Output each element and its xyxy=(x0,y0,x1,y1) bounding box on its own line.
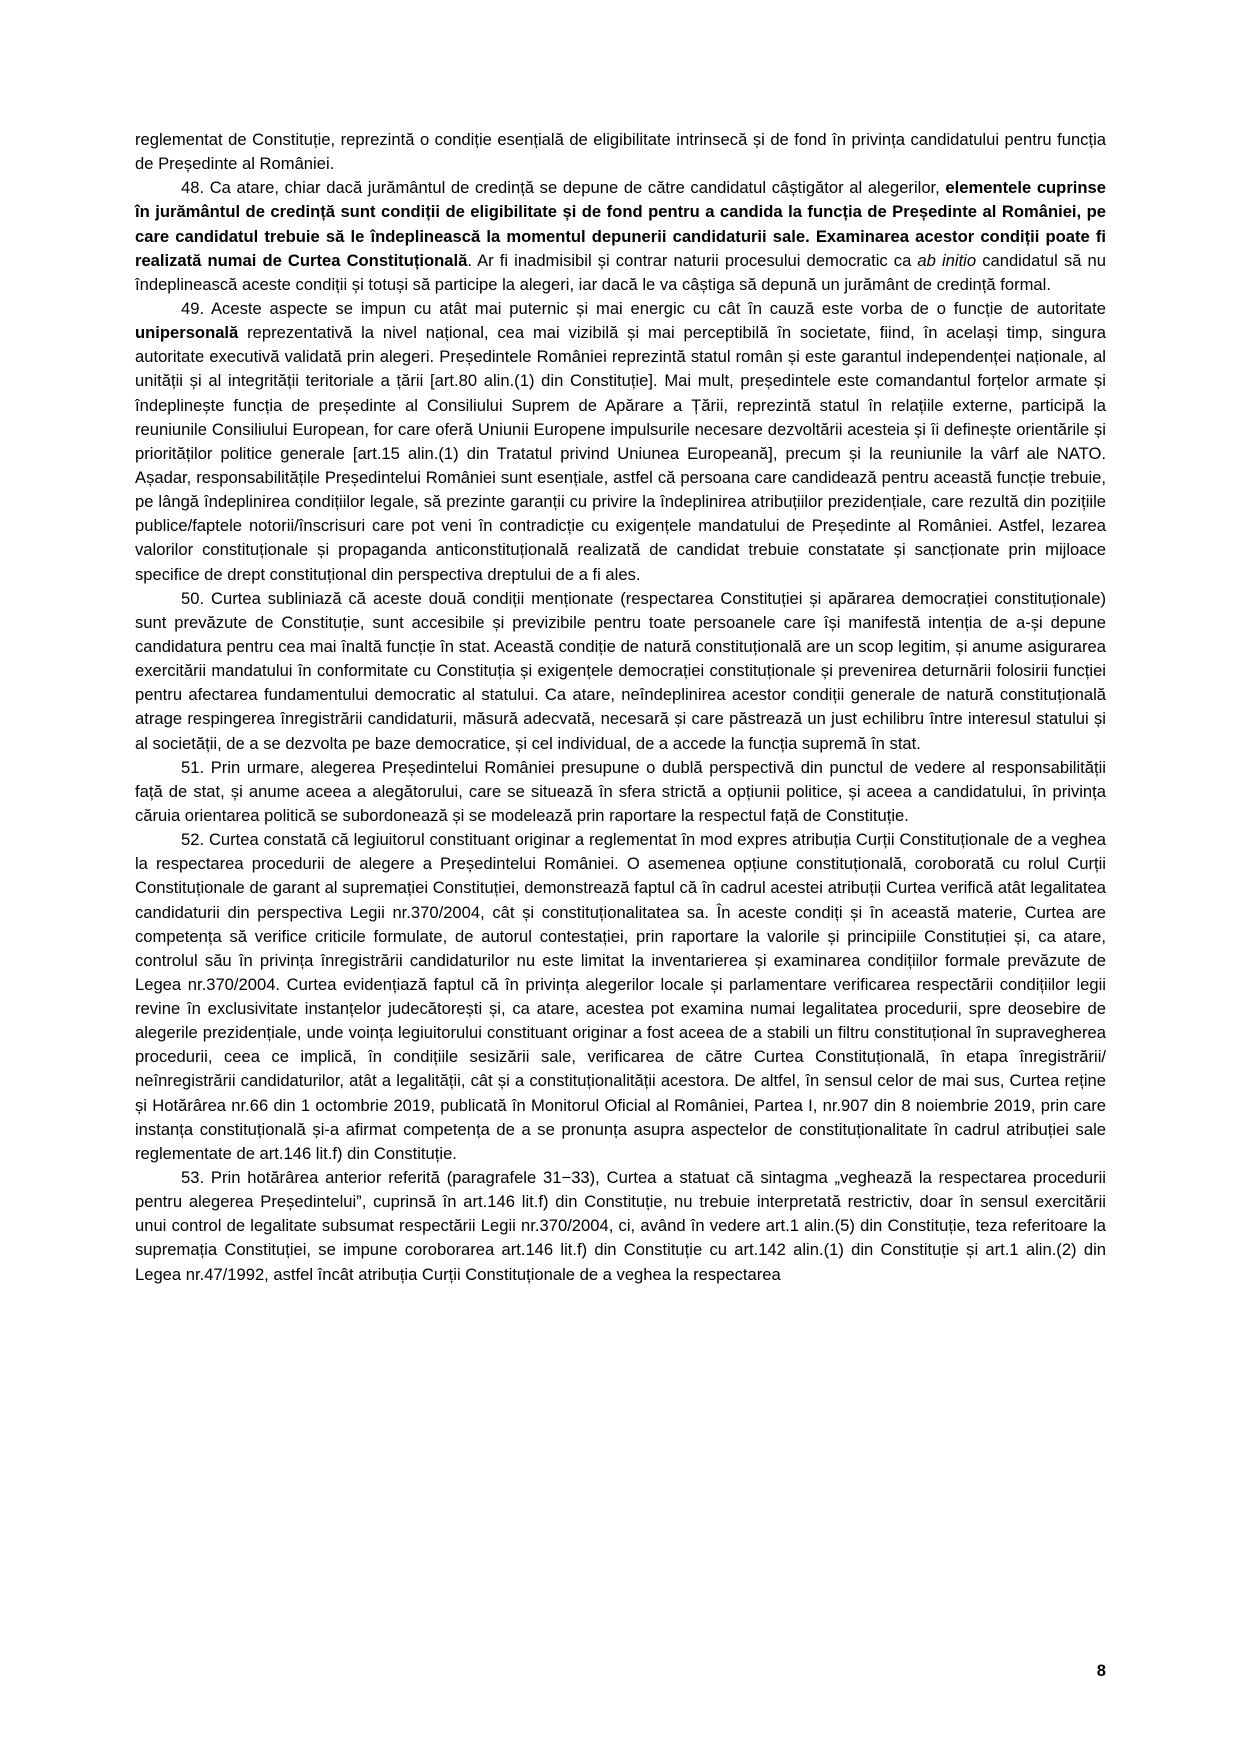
text-run: 53. Prin hotărârea anterior referită (paragrafele 31−33), Curtea a statuat că sintagma „veghează la respectarea procedurii pentru alegerea Președintelui”, cuprinsă în art.146 lit.f) din Constituție, nu trebuie interpretată restrictiv, doar în sensul exercitării unui control de legalitate subsumat respectării Legii nr.370/2004, ci, având în vedere art.1 alin.(5) din Constituție, teza referitoare la supremația Constituției, se impune coroborarea art.146 lit.f) din Constituție cu art.142 alin.(1) din Constituție și art.1 alin.(2) din Legea nr.47/1992, astfel încât atribuția Curții Constituționale de a veghea la respectarea xyxy=(135,1168,1106,1284)
text-run: 50. Curtea subliniază că aceste două condiții menționate (respectarea Constituției și apărarea democrației constituționale) sunt prevăzute de Constituție, sunt accesibile și previzibile pentru toate persoanele care își manifestă intenția de a-și depune candidatura pentru cea mai înaltă funcție în stat. Această condiție de natură constituțională are un scop legitim, și anume asigurarea exercitării mandatului în conformitate cu Constituția și exigențele democrației constituționale și prevenirea deturnării folosirii funcției pentru afectarea fundamentului democratic al statului. Ca atare, neîndeplinirea acestor condiții generale de natură constituțională atrage respingerea înregistrării candidaturii, măsură adecvată, necesară și care păstrează un just echilibru între interesul statului și al societății, de a se dezvolta pe baze democratice, și cel individual, de a accede la funcția supremă în stat. xyxy=(135,588,1106,753)
text-run: candidatul să nu îndeplinească aceste condiții și totuși să participe la alegeri, iar dacă le va câștiga să depună un jurământ de credință formal. xyxy=(135,250,1107,294)
text-run: 52. Curtea constată că legiuitorul constituant originar a reglementat în mod expres atribuția Curții Constituționale de a veghea la respectarea procedurii de alegere a Președintelui României. O asemenea opțiune constituțională, coroborată cu rolul Curții Constituționale de garant al supremației Constituției, demonstrează faptul că în cadrul acestei atribuții Curtea verifică atât legalitatea candidaturii din perspectiva Legii nr.370/2004, cât și constituționalitatea sa. În aceste condiți și în această materie, Curtea are competența să verifice criticile formulate, de autorul contestației, prin raportare la valorile și principiile Constituției și, ca atare, controlul său în privința înregistrării candidaturilor nu este limitat la inventarierea și examinarea condițiilor formale prevăzute de Legea nr.370/2004. Curtea evidențiază faptul că în privința alegerilor locale și parlamentare verificarea respectării condițiilor legii revine în exclusivitate instanțelor judecătorești și, ca atare, acestea pot examina numai legalitatea procedurii, spre deosebire de alegerile prezidențiale, unde voința legiuitorului constituant originar a fost aceea de a stabili un filtru constituțional în supravegherea procedurii, ceea ce implică, în condițiile sesizării sale, verificarea de către Curtea Constituțională, în etapa înregistrării/ neînregistrării candidaturilor, atât a legalității, cât și a constituționalității acestora. De altfel, în sensul celor de mai sus, Curtea reține și Hotărârea nr.66 din 1 octombrie 2019, publicată în Monitorul Oficial al României, Partea I, nr.907 din 8 noiembrie 2019, prin care instanța constituțională și-a afirmat competența de a se pronunța asupra aspectelor de constituționalitate în cadrul atribuției sale reglementate de art.146 lit.f) din Constituție. xyxy=(135,830,1106,1163)
text-run: 51. Prin urmare, alegerea Președintelui României presupune o dublă perspectivă din punctul de vedere al responsabilității față de stat, și anume aceea a alegătorului, care se situează în sfera strictă a opțiunii politice, și aceea a candidatului, în privința căruia orientarea politică se subordonează și se modelează prin raportare la respectul față de Constituție. xyxy=(135,757,1106,825)
emphasis-bold: unipersonală xyxy=(135,323,239,343)
emphasis-italic: ab initio xyxy=(917,250,977,270)
para-51 xyxy=(135,756,1106,828)
para-52 xyxy=(135,828,1106,1166)
text-run: 48. Ca atare, chiar dacă jurământul de credință se depune de către candidatul câștigător al alegerilor, xyxy=(181,178,946,198)
para-continuation xyxy=(135,128,1106,176)
para-53 xyxy=(135,1166,1106,1287)
para-48 xyxy=(135,176,1106,297)
para-49 xyxy=(135,297,1106,587)
para-50 xyxy=(135,587,1106,756)
document-body xyxy=(135,128,1106,1287)
emphasis-bold: elementele cuprinse în jurământul de credință sunt condiții de eligibilitate și de fond pentru a candida la funcția de Președinte al României, pe care candidatul trebuie să le îndeplinească la momentul depunerii candidaturii sale. Examinarea acestor condiții poate fi realizată numai de Curtea Constituțională xyxy=(135,178,1106,270)
text-run: 49. Aceste aspecte se impun cu atât mai puternic și mai energic cu cât în cauză este vorba de o funcție de autoritate xyxy=(181,298,1106,318)
page-number: 8 xyxy=(1096,1660,1106,1680)
text-run: reglementat de Constituție, reprezintă o condiție esențială de eligibilitate intrinsecă și de fond în privința candidatului pentru funcția de Președinte al României. xyxy=(135,130,1106,174)
text-run: reprezentativă la nivel național, cea mai vizibilă și mai perceptibilă în societate, fiind, în același timp, singura autoritate executivă validată prin alegeri. Președintele României reprezintă statul român și este garantul independenței naționale, al unității și al integrității teritoriale a țării [art.80 alin.(1) din Constituție]. Mai mult, președintele este comandantul forțelor armate și îndeplinește funcția de președinte al Consiliului Suprem de Apărare a Țării, reprezintă statul în relațiile externe, participă la reuniunile Consiliului European, for care oferă Uniunii Europene impulsurile necesare dezvoltării acesteia și îi definește orientările și priorităților politice generale [art.15 alin.(1) din Tratatul privind Uniunea Europeană], precum și la reuniunile la vârf ale NATO. Așadar, responsabilitățile Președintelui României sunt esențiale, astfel că persoana care candidează pentru această funcție trebuie, pe lângă îndeplinirea condițiilor legale, să prezinte garanții cu privire la îndeplinirea atribuțiilor prezidențiale, care rezultă din pozițiile publice/faptele notorii/înscrisuri care pot veni în contradicție cu exigențele mandatului de Președinte al României. Astfel, lezarea valorilor constituționale și propaganda anticonstituțională realizată de candidat trebuie constatate și sancționate prin mijloace specifice de drept constituțional din perspectiva dreptului de a fi ales. xyxy=(135,323,1106,584)
text-run: . Ar fi inadmisibil și contrar naturii procesului democratic ca xyxy=(467,250,918,270)
